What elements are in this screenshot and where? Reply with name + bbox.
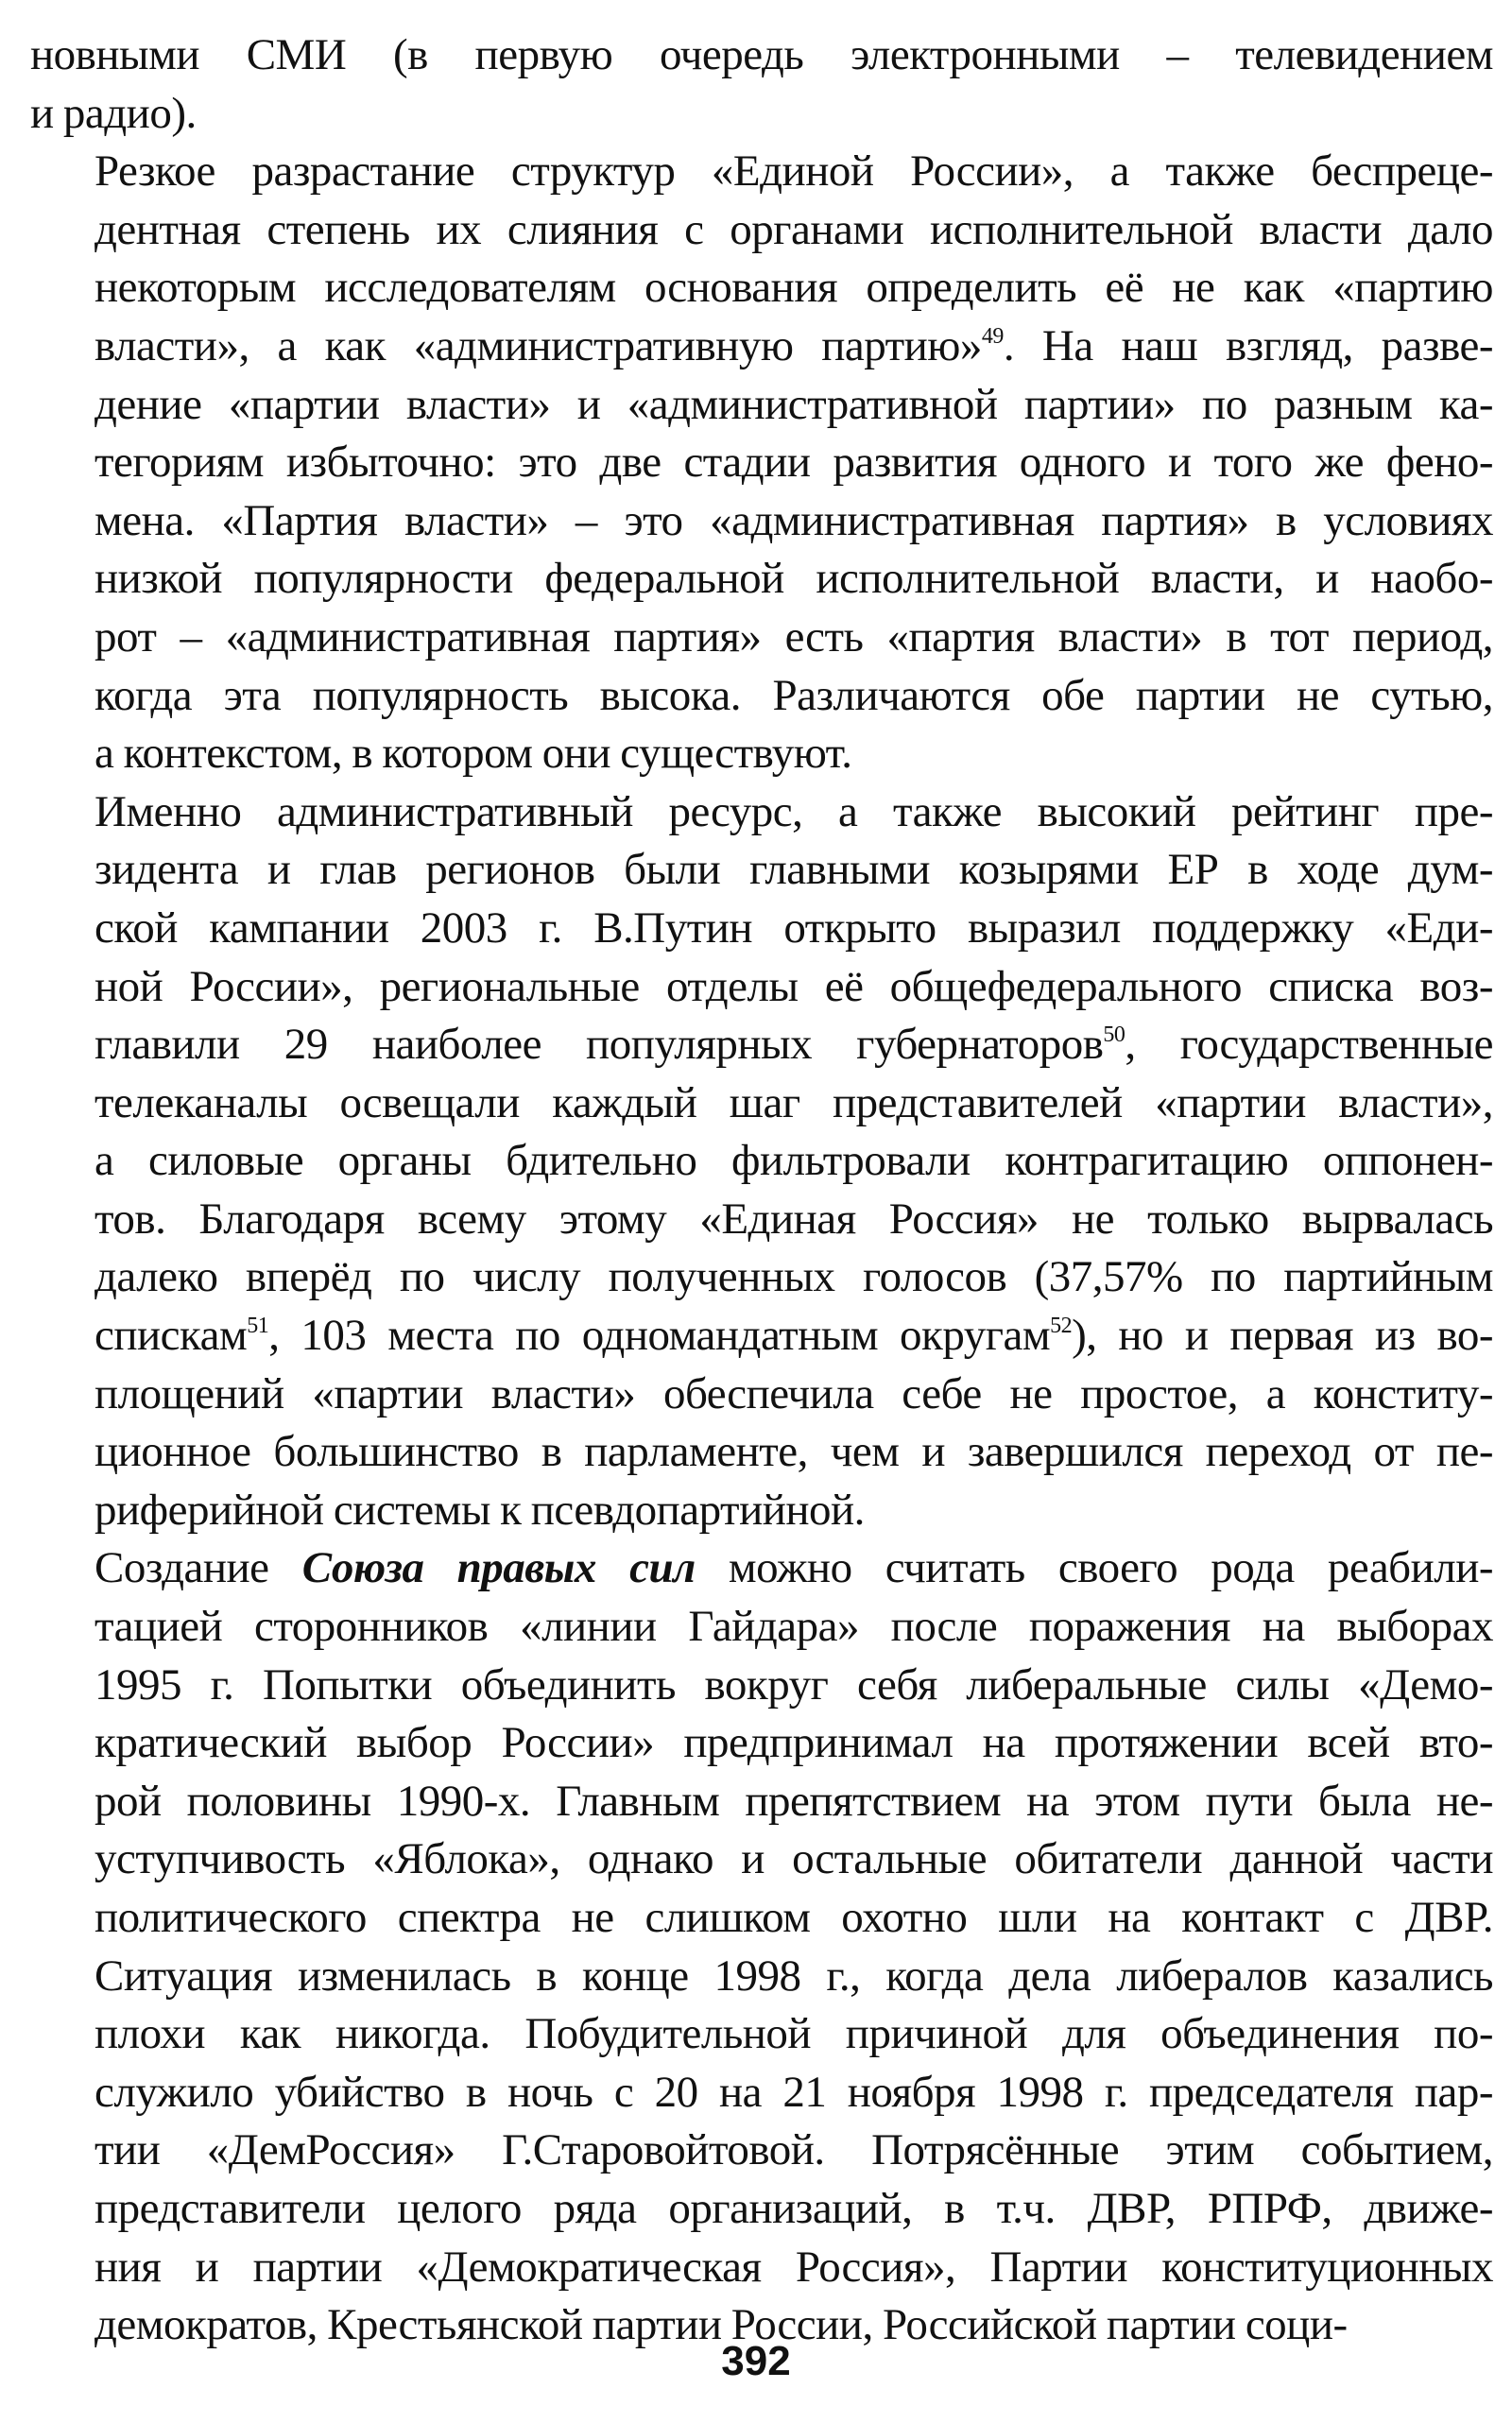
text-run: тии «ДемРоссия» Г.Старовойтовой. Потрясённые этим событием, bbox=[94, 2125, 1493, 2175]
text-run: власти», а как «административную партию» bbox=[94, 320, 982, 370]
text-line bbox=[30, 1191, 1493, 1249]
text-run: площений «партии власти» обеспечила себе не простое, а конститу- bbox=[94, 1368, 1493, 1418]
text-line bbox=[30, 1657, 1493, 1715]
text-line bbox=[30, 2064, 1493, 2122]
text-line bbox=[30, 143, 1493, 201]
page-body bbox=[30, 26, 1493, 2355]
text-run: . На наш взгляд, разве- bbox=[1003, 320, 1493, 370]
text-run: спискам bbox=[94, 1311, 248, 1361]
text-run: , государственные bbox=[1125, 1020, 1493, 1070]
text-run: можно считать своего рода реабили- bbox=[695, 1543, 1494, 1593]
text-line bbox=[30, 434, 1493, 492]
text-line bbox=[30, 1016, 1493, 1074]
text-run: 1995 г. Попытки объединить вокруг себя либеральные силы «Демо- bbox=[94, 1659, 1493, 1710]
text-line bbox=[30, 201, 1493, 260]
text-line bbox=[30, 26, 1493, 85]
text-line bbox=[30, 1423, 1493, 1482]
text-run: а контекстом, в котором они существуют. bbox=[94, 729, 852, 779]
text-line bbox=[30, 1366, 1493, 1424]
text-run: тегориям избыточно: это две стадии развития одного и того же фено- bbox=[94, 438, 1493, 488]
paragraph bbox=[30, 783, 1493, 1540]
text-run: Ситуация изменилась в конце 1998 г., когда дела либералов казались bbox=[94, 1950, 1493, 2001]
text-line bbox=[30, 376, 1493, 435]
footnote-ref: 50 bbox=[1103, 1022, 1125, 1048]
text-run: политического спектра не слишком охотно шли на контакт с ДВР. bbox=[94, 1893, 1493, 1942]
text-run: Именно административный ресурс, а также высокий рейтинг пре- bbox=[94, 786, 1493, 836]
text-line bbox=[30, 958, 1493, 1017]
text-line bbox=[30, 1598, 1493, 1657]
text-run: кратический выбор России» предпринимал на протяжении всей вто- bbox=[94, 1718, 1493, 1768]
text-line bbox=[30, 259, 1493, 318]
text-line bbox=[30, 2180, 1493, 2239]
text-line bbox=[30, 1830, 1493, 1889]
emphasis-text: Союза правых сил bbox=[301, 1543, 696, 1593]
text-line bbox=[30, 1482, 1493, 1540]
text-run: некоторым исследователям основания определить её не как «партию bbox=[94, 263, 1493, 313]
text-run: риферийной системы к псевдопартийной. bbox=[94, 1485, 865, 1535]
paragraph bbox=[30, 143, 1493, 783]
text-line bbox=[30, 1132, 1493, 1191]
text-run: тацией сторонников «линии Гайдара» после поражения на выборах bbox=[94, 1602, 1493, 1652]
text-line bbox=[30, 783, 1493, 842]
text-run: ния и партии «Демократическая Россия», Партии конституционных bbox=[94, 2242, 1493, 2292]
footnote-ref: 51 bbox=[247, 1314, 269, 1339]
page-number: 392 bbox=[721, 2338, 791, 2384]
text-line bbox=[30, 492, 1493, 551]
text-line bbox=[30, 841, 1493, 900]
text-line bbox=[30, 1539, 1493, 1598]
footnote-ref: 49 bbox=[981, 323, 1004, 349]
text-line bbox=[30, 318, 1493, 376]
text-run: низкой популярности федеральной исполнительной власти, и наобо- bbox=[94, 554, 1493, 604]
text-run: зидента и глав регионов были главными козырями ЕР в ходе дум- bbox=[94, 845, 1493, 895]
text-line bbox=[30, 1307, 1493, 1366]
text-line bbox=[30, 900, 1493, 958]
text-line bbox=[30, 1773, 1493, 1831]
paragraph bbox=[30, 1539, 1493, 2354]
text-run: представители целого ряда организаций, в т.ч. ДВР, РПРФ, движе- bbox=[94, 2183, 1493, 2233]
text-line bbox=[30, 667, 1493, 726]
text-run: дение «партии власти» и «административной партии» по разным ка- bbox=[94, 379, 1493, 429]
text-run: плохи как никогда. Побудительной причиной для объединения по- bbox=[94, 2009, 1493, 2059]
text-run: дентная степень их слияния с органами исполнительной власти дало bbox=[94, 204, 1493, 254]
text-line bbox=[30, 2005, 1493, 2064]
text-run: и радио). bbox=[30, 88, 197, 138]
text-run: рот – «административная партия» есть «партия власти» в тот период, bbox=[94, 611, 1493, 662]
text-run: ной России», региональные отделы её общефедерального списка воз- bbox=[94, 961, 1493, 1011]
text-run: телеканалы освещали каждый шаг представителей «партии власти», bbox=[94, 1077, 1493, 1127]
text-run: ционное большинство в парламенте, чем и завершился переход от пе- bbox=[94, 1427, 1493, 1477]
text-run: далеко вперёд по числу полученных голосов (37,57% по партийным bbox=[94, 1252, 1493, 1302]
text-line bbox=[30, 1248, 1493, 1307]
text-run: рой половины 1990-х. Главным препятствием на этом пути была не- bbox=[94, 1776, 1493, 1826]
text-run: уступчивость «Яблока», однако и остальные обитатели данной части bbox=[94, 1834, 1493, 1884]
text-line bbox=[30, 1714, 1493, 1773]
text-run: демократов, Крестьянской партии России, Российской партии соци- bbox=[94, 2300, 1348, 2350]
text-run: главили 29 наиболее популярных губернаторов bbox=[94, 1020, 1104, 1070]
text-line bbox=[30, 1889, 1493, 1948]
text-line bbox=[30, 550, 1493, 609]
text-run: когда эта популярность высока. Различаются обе партии не сутью, bbox=[94, 670, 1493, 720]
footnote-ref: 52 bbox=[1050, 1314, 1073, 1339]
text-line bbox=[30, 2239, 1493, 2297]
text-run: Создание bbox=[94, 1543, 302, 1593]
text-line bbox=[30, 725, 1493, 783]
text-line bbox=[30, 609, 1493, 667]
text-line bbox=[30, 1074, 1493, 1133]
text-run: тов. Благодаря всему этому «Единая Россия» не только вырвалась bbox=[94, 1194, 1493, 1244]
text-run: ), но и первая из во- bbox=[1072, 1311, 1493, 1361]
paragraph bbox=[30, 26, 1493, 143]
text-line bbox=[30, 2122, 1493, 2180]
text-run: ской кампании 2003 г. В.Путин открыто выразил поддержку «Еди- bbox=[94, 902, 1493, 953]
text-run: Резкое разрастание структур «Единой России», а также беспреце- bbox=[94, 146, 1493, 197]
text-line bbox=[30, 1948, 1493, 2006]
text-line bbox=[30, 85, 1493, 144]
text-run: , 103 места по одномандатным округам bbox=[268, 1311, 1051, 1361]
text-run: новными СМИ (в первую очередь электронными – телевидением bbox=[30, 30, 1493, 79]
body-text bbox=[30, 26, 1493, 2355]
text-run: а силовые органы бдительно фильтровали контрагитацию оппонен- bbox=[94, 1136, 1493, 1186]
text-run: служило убийство в ночь с 20 на 21 ноября 1998 г. председателя пар- bbox=[94, 2067, 1493, 2117]
text-run: мена. «Партия власти» – это «административная партия» в условиях bbox=[94, 495, 1493, 545]
